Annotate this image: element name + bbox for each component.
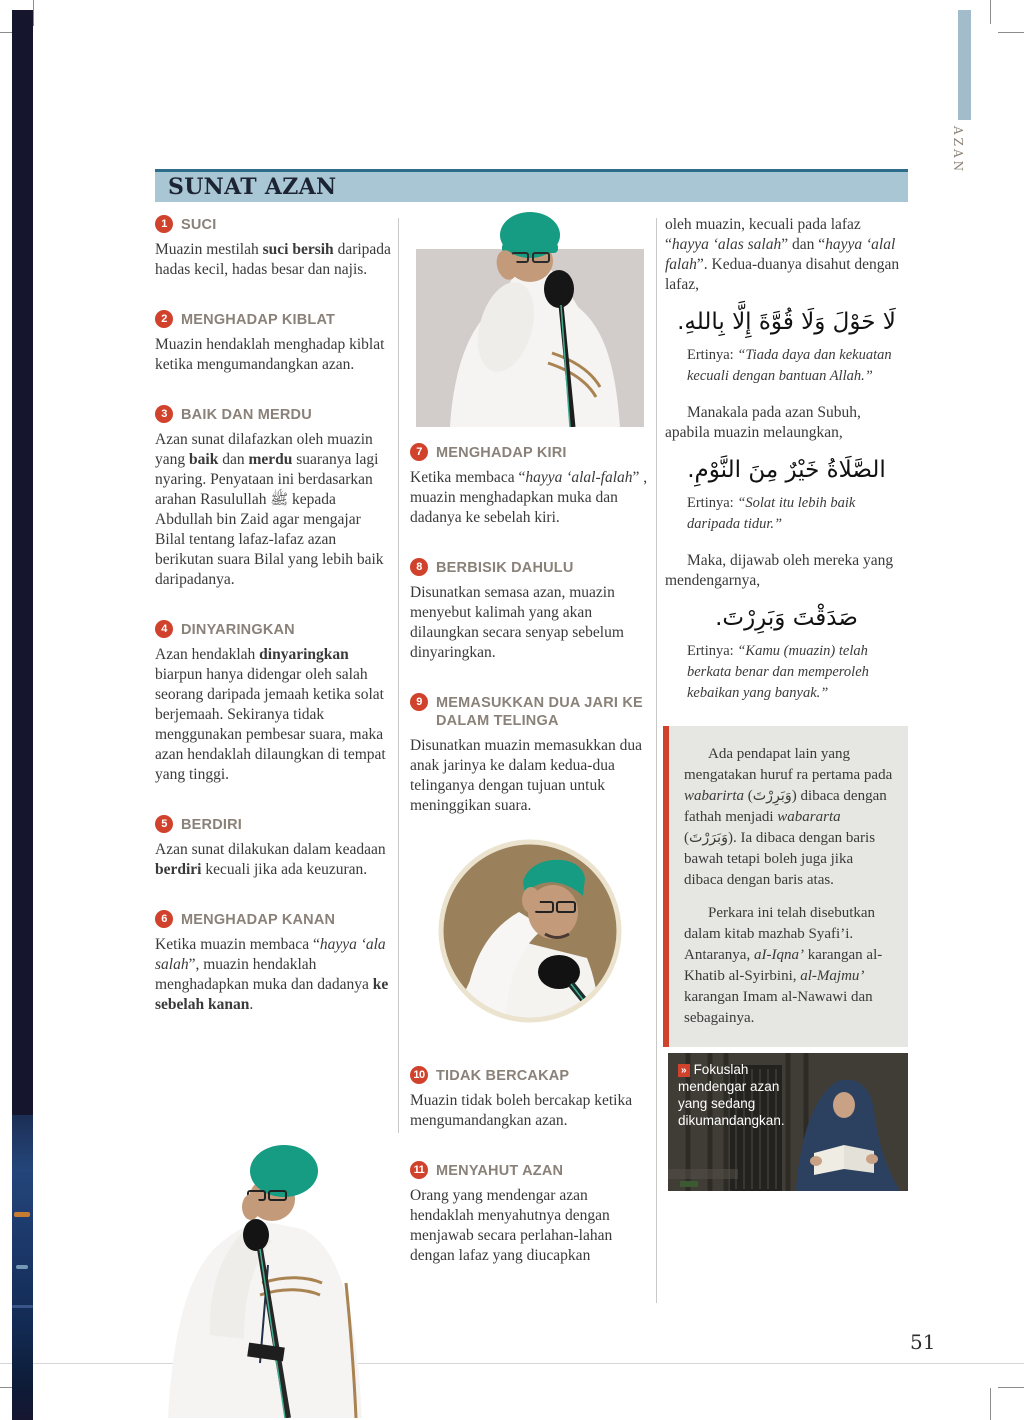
arabic-dua-1: لَا حَوْلَ وَلَا قُوَّةَ إِلَّا بِاللهِ. bbox=[677, 309, 896, 335]
photo-caption bbox=[678, 1061, 810, 1129]
muezzin-photo-bottom bbox=[150, 1133, 380, 1418]
continued-paragraph: oleh muazin, kecuali pada lafaz “hayya ‘alas salah” dan “hayya ‘alal falah”. Kedua-duanya disahut dengan lafaz, bbox=[665, 216, 900, 293]
translation-3: Ertinya: “Kamu (muazin) telah berkata benar dan memperoleh kebaikan yang banyak.” bbox=[687, 643, 869, 701]
section-body: Azan hendaklah dinyaringkan biarpun hanya didengar oleh salah seorang daripada jemaah ketika solat berjemaah. Sekiranya tidak menggunakan pembesar suara, maka azan hendaklah dilaungkan di tempat yang tinggi. bbox=[155, 646, 386, 783]
muezzin-cutout-illustration bbox=[150, 1133, 380, 1418]
item-number-badge: 7 bbox=[410, 443, 428, 461]
translation-2: Ertinya: “Solat itu lebih baik daripada tidur.” bbox=[687, 495, 856, 532]
item-number-badge: 10 bbox=[410, 1066, 428, 1084]
section-berbisik-dahulu bbox=[410, 558, 650, 663]
column-divider bbox=[398, 218, 399, 1133]
building-light bbox=[14, 1212, 30, 1217]
section-title: MENGHADAP KANAN bbox=[181, 912, 336, 928]
crop-mark bbox=[33, 0, 34, 26]
item-number-badge: 5 bbox=[155, 815, 173, 833]
note-paragraph-2: Perkara ini telah disebutkan dalam kitab mazhab Syafi’i. Antaranya, aI-Iqna’ karangan al-Khatib al-Syirbini, al-Majmu’ karangan Imam al-Nawawi dan sebagainya. bbox=[684, 905, 883, 1026]
section-title: MENGHADAP KIRI bbox=[436, 445, 567, 461]
muezzin-circle-illustration bbox=[435, 836, 625, 1026]
double-chevron-icon: » bbox=[678, 1064, 690, 1077]
section-title: BERDIRI bbox=[181, 817, 243, 833]
section-title: DINYARINGKAN bbox=[181, 622, 295, 638]
item-number-badge: 3 bbox=[155, 405, 173, 423]
night-mosque-photo bbox=[12, 1115, 33, 1420]
item-number-badge: 9 bbox=[410, 693, 428, 711]
page-title: SUNAT AZAN bbox=[168, 174, 337, 200]
section-body: Muazin hendaklah menghadap kiblat ketika mengumandangkan azan. bbox=[155, 336, 385, 373]
arabic-dua-3: صَدَقْتَ وَبَرِرْتَ. bbox=[715, 605, 858, 631]
muezzin-photo-circle bbox=[435, 836, 625, 1026]
section-menghadap-kanan bbox=[155, 910, 392, 1015]
section-menghadap-kiblat bbox=[155, 310, 392, 375]
section-title: BAIK DAN MERDU bbox=[181, 407, 312, 423]
section-dinyaringkan bbox=[155, 620, 392, 785]
arabic-dua-2: الصَّلَاةُ خَيْرٌ مِنَ النَّوْمِ. bbox=[687, 457, 886, 483]
building-light bbox=[16, 1265, 28, 1269]
item-number-badge: 1 bbox=[155, 215, 173, 233]
item-number-badge: 11 bbox=[410, 1161, 428, 1179]
section-title: SUCI bbox=[181, 217, 217, 233]
column-3 bbox=[665, 215, 908, 1191]
item-number-badge: 4 bbox=[155, 620, 173, 638]
section-body: Azan sunat dilafazkan oleh muazin yang baik dan merdu suaranya lagi nyaring. Penyataan ini berdasarkan arahan Rasulullah ﷺ kepada Abdullah bin Zaid agar mengajar Bilal tentang lafaz-lafaz azan berikutan suara Bilal yang lebih baik daripadanya. bbox=[155, 431, 384, 588]
column-2 bbox=[410, 205, 650, 1296]
section-body: Ketika membaca “hayya ‘alal-falah” , muazin menghadapkan muka dan dadanya ke sebelah kiri. bbox=[410, 469, 648, 526]
section-body: Azan sunat dilakukan dalam keadaan berdiri kecuali jika ada keuzuran. bbox=[155, 841, 386, 878]
item-number-badge: 8 bbox=[410, 558, 428, 576]
section-title: MENGHADAP KIBLAT bbox=[181, 312, 336, 328]
note-paragraph-1: Ada pendapat lain yang mengatakan huruf ra pertama pada wabarirta (وَبَرِرْتَ) dibaca dengan fathah menjadi wabararta (وَبَرَرْتَ). Ia dibaca dengan baris bawah tetapi boleh juga jika dibaca dengan baris atas. bbox=[684, 746, 893, 888]
section-title: BERBISIK DAHULU bbox=[436, 560, 574, 576]
section-title: MEMASUKKAN DUA JARI KE DALAM TELINGA bbox=[436, 695, 643, 729]
section-body: Orang yang mendengar azan hendaklah menyahutnya dengan menjawab secara perlahan-lahan dengan lafaz yang diucapkan bbox=[410, 1187, 613, 1264]
muezzin-photo-top bbox=[410, 205, 650, 427]
column-1 bbox=[155, 215, 392, 1045]
section-baik-dan-merdu bbox=[155, 405, 392, 590]
section-body: Disunatkan semasa azan, muazin menyebut kalimah yang akan dilaungkan secara senyap sebelum dinyaringkan. bbox=[410, 584, 624, 661]
section-menyahut-azan bbox=[410, 1161, 650, 1266]
section-body: Muazin mestilah suci bersih daripada hadas kecil, hadas besar dan najis. bbox=[155, 241, 391, 278]
column-divider bbox=[656, 218, 657, 1303]
left-bleed-photo-strip bbox=[12, 10, 33, 1420]
section-memasukkan-dua-jari bbox=[410, 693, 650, 816]
building-light bbox=[12, 1305, 33, 1308]
note-box bbox=[663, 726, 908, 1047]
chapter-tab-bar bbox=[958, 10, 971, 120]
section-body: Disunatkan muazin memasukkan dua anak jarinya ke dalam kedua-dua telinganya dengan tujuan untuk meninggikan suara. bbox=[410, 737, 643, 814]
paragraph-subuh: Manakala pada azan Subuh, apabila muazin melaungkan, bbox=[665, 404, 861, 441]
section-suci bbox=[155, 215, 392, 280]
chapter-tab-label: AZAN bbox=[951, 126, 965, 175]
section-title: TIDAK BERCAKAP bbox=[436, 1068, 570, 1084]
section-berdiri bbox=[155, 815, 392, 880]
translation-1: Ertinya: “Tiada daya dan kekuatan kecuali dengan bantuan Allah.” bbox=[687, 347, 892, 384]
crop-mark bbox=[998, 1387, 1024, 1388]
paragraph-jawab: Maka, dijawab oleh mereka yang mendengarnya, bbox=[665, 552, 894, 589]
page-number: 51 bbox=[910, 1330, 936, 1354]
section-body: Muazin tidak boleh bercakap ketika mengumandangkan azan. bbox=[410, 1092, 633, 1129]
item-number-badge: 2 bbox=[155, 310, 173, 328]
section-tidak-bercakap bbox=[410, 1066, 650, 1131]
crop-mark bbox=[990, 0, 991, 24]
item-number-badge: 6 bbox=[155, 910, 173, 928]
photo-caption-text: Fokuslah mendengar azan yang sedang dikumandangkan. bbox=[678, 1062, 785, 1128]
crop-mark bbox=[990, 1388, 991, 1420]
woman-listening-photo bbox=[668, 1053, 908, 1191]
muezzin-illustration bbox=[410, 205, 650, 427]
section-title: MENYAHUT AZAN bbox=[436, 1163, 564, 1179]
section-menghadap-kiri bbox=[410, 443, 650, 528]
section-header-bar bbox=[155, 169, 908, 202]
section-body: Ketika muazin membaca “hayya ‘ala salah”, muazin hendaklah menghadapkan muka dan dadanya ke sebelah kanan. bbox=[155, 936, 389, 1013]
crop-mark bbox=[998, 32, 1024, 33]
